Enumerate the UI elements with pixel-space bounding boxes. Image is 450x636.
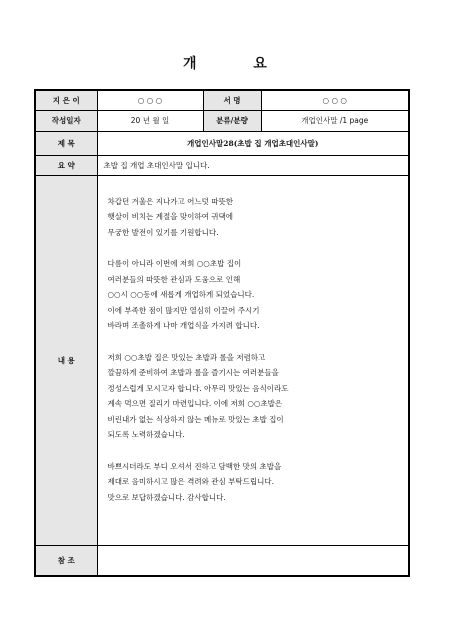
subject-row xyxy=(35,131,409,155)
content-line: 정성스럽게 모시고자 합니다. 아무리 맛있는 음식이라도 xyxy=(107,383,289,393)
date-value: 20 년 월 일 xyxy=(97,110,203,131)
subject-label: 제 목 xyxy=(35,131,97,155)
signature-value: ○ ○ ○ xyxy=(261,90,409,110)
summary-label: 요 약 xyxy=(35,155,97,175)
content-line: ○○시 ○○동에 새롭게 개업하게 되었습니다. xyxy=(107,290,255,299)
author-value: ○ ○ ○ xyxy=(97,90,203,110)
content-paragraph xyxy=(108,459,401,506)
content-label: 내 용 xyxy=(35,175,97,545)
content-line: 다름이 아니라 이번에 저희 ○○초밥 집이 xyxy=(107,259,242,268)
content-line: 깔끔하게 준비하여 초밥과 롤을 즐기시는 여러분들을 xyxy=(107,368,279,377)
date-label: 작성일자 xyxy=(35,110,97,131)
category-value: 개업인사말 /1 page xyxy=(261,110,409,131)
content-body xyxy=(97,175,409,545)
content-line: 계속 먹으면 질리기 마련입니다. 이에 저희 ○○초밥은 xyxy=(107,399,283,408)
content-line: 제대로 음미하시고 많은 격려와 관심 부탁드립니다. xyxy=(107,477,274,486)
subject-value: 개업인사말28(초밥 집 개업초대인사말) xyxy=(97,131,409,155)
author-row xyxy=(35,90,409,110)
content-line: 비린내가 없는 식상하지 않는 메뉴로 맛있는 초밥 집이 xyxy=(107,414,284,424)
reference-value xyxy=(97,545,409,576)
content-line: 저희 ○○초밥 집은 맛있는 초밥과 롤을 저렴하고 xyxy=(107,352,266,362)
content-paragraph xyxy=(108,350,401,443)
content-line: 차갑던 겨울은 지나가고 어느덧 따뜻한 xyxy=(107,196,233,206)
content-paragraph xyxy=(108,256,401,334)
overview-form-table xyxy=(34,89,410,577)
content-line: 무궁한 발전이 있기를 기원합니다. xyxy=(107,227,219,237)
reference-label: 참 조 xyxy=(35,545,97,576)
document-title: 개 요 xyxy=(183,56,293,72)
content-row xyxy=(35,175,409,545)
author-label: 지 은 이 xyxy=(35,90,97,110)
content-line: 바라며 조촐하게 나마 개업식을 가지려 합니다. xyxy=(107,321,260,330)
content-line: 햇살이 비치는 계절을 맞이하여 귀댁에 xyxy=(107,212,233,221)
content-line: 맛으로 보답하겠습니다. 감사합니다. xyxy=(107,492,226,502)
signature-label: 서 명 xyxy=(203,90,261,110)
content-paragraph xyxy=(108,194,401,241)
content-line: 이에 부족한 점이 많지만 열심히 이끌어 주시기 xyxy=(107,305,260,315)
content-line: 되도록 노력하겠습니다. xyxy=(107,430,185,439)
summary-row xyxy=(35,155,409,175)
content-line: 바쁘시더라도 부디 오셔서 진하고 담백한 맛의 초밥을 xyxy=(107,461,282,471)
reference-row xyxy=(35,545,409,576)
category-label: 분류/분량 xyxy=(203,110,261,131)
content-line: 여러분들의 따뜻한 관심과 도움으로 인해 xyxy=(107,274,241,284)
summary-value: 초밥 집 개업 초대인사말 입니다. xyxy=(97,155,409,175)
date-row xyxy=(35,110,409,131)
